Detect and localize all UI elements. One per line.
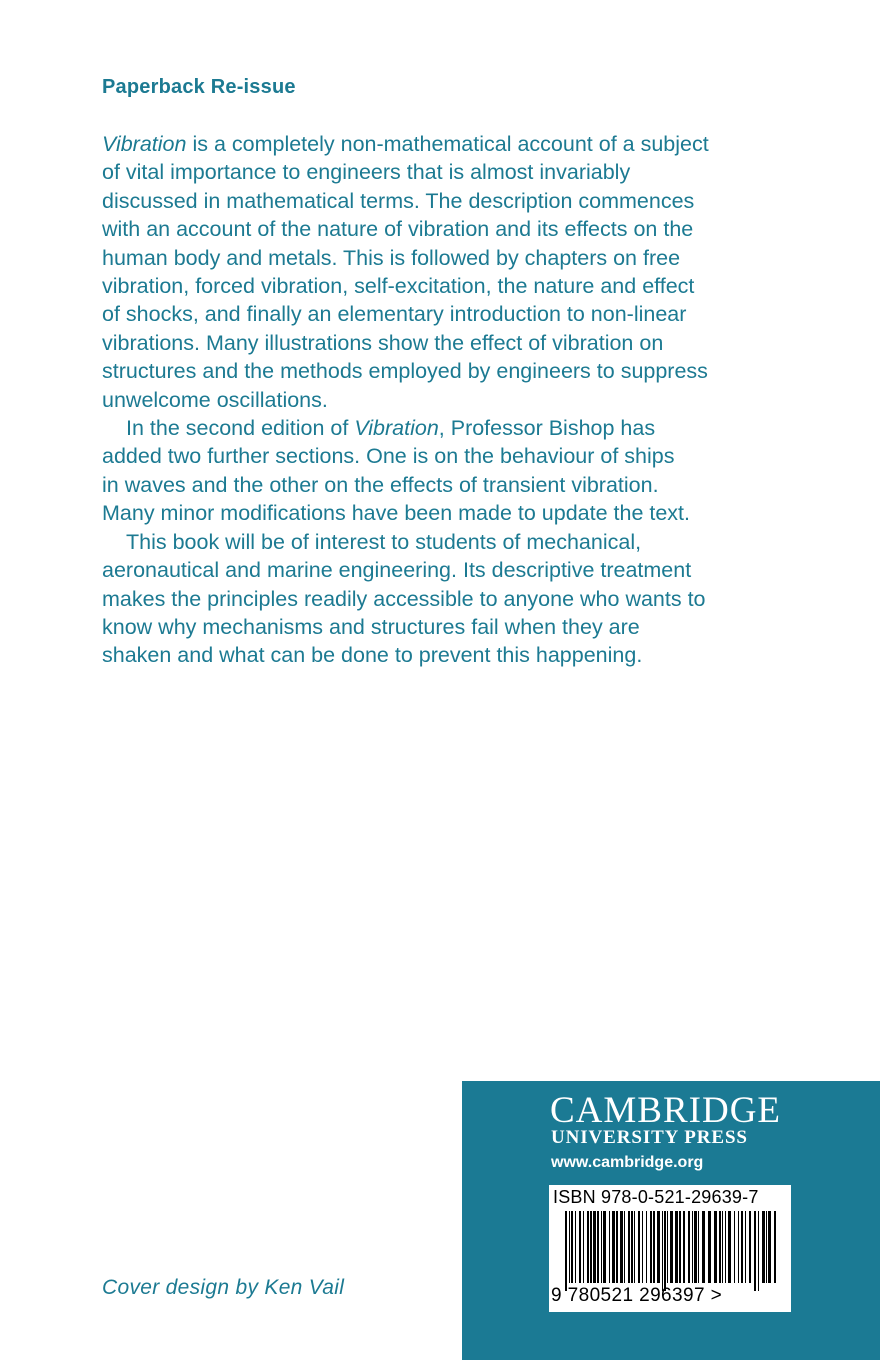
paragraph-1-text: is a completely non-mathematical account of a subject of vital importance to engineers that is almost invariably discussed in mathematical terms. The description commences with an account of the nature of vibration and its effects on the human body and metals. This is followed by chapters on free vibration, forced vibration, self-excitation, the nature and effect of shocks, and finally an elementary introduction to non-linear vibrations. Many illustrations show the effect of vibration on structures and the methods employed by engineers to suppress unwelcome oscillations. [102, 132, 709, 412]
publisher-url: www.cambridge.org [551, 1154, 704, 1171]
paragraph-2-start: In the second edition of [126, 416, 355, 441]
paragraph-2-rest: , Professor Bishop has added two further sections. One is on the behaviour of ships in waves and the other on the effects of transient vibration. Many minor modifications have been made to update the text. [102, 416, 691, 526]
barcode-block [549, 1185, 791, 1312]
paragraph-3: This book will be of interest to students of mechanical, aeronautical and marine engineering. Its descriptive treatment makes the principles readily accessible to anyone who wants to know why mechanisms and structures fail when they are shaken and what can be done to prevent this happening. [102, 529, 706, 668]
book-title: Vibration [354, 416, 439, 441]
paragraph-1 [102, 130, 802, 414]
book-title: Vibration [102, 132, 187, 156]
cover-credit: Cover design by Ken Vail [102, 1276, 345, 1299]
description-text [102, 130, 802, 670]
isbn-label: ISBN 978-0-521-29639-7 [553, 1187, 759, 1207]
publisher-subtitle: UNIVERSITY PRESS [551, 1127, 748, 1148]
publisher-name: CAMBRIDGE [550, 1090, 782, 1131]
barcode-digits: 9 780521 296397 > [551, 1285, 723, 1306]
paragraph-2 [102, 414, 802, 528]
section-heading: Paperback Re-issue [102, 76, 296, 98]
